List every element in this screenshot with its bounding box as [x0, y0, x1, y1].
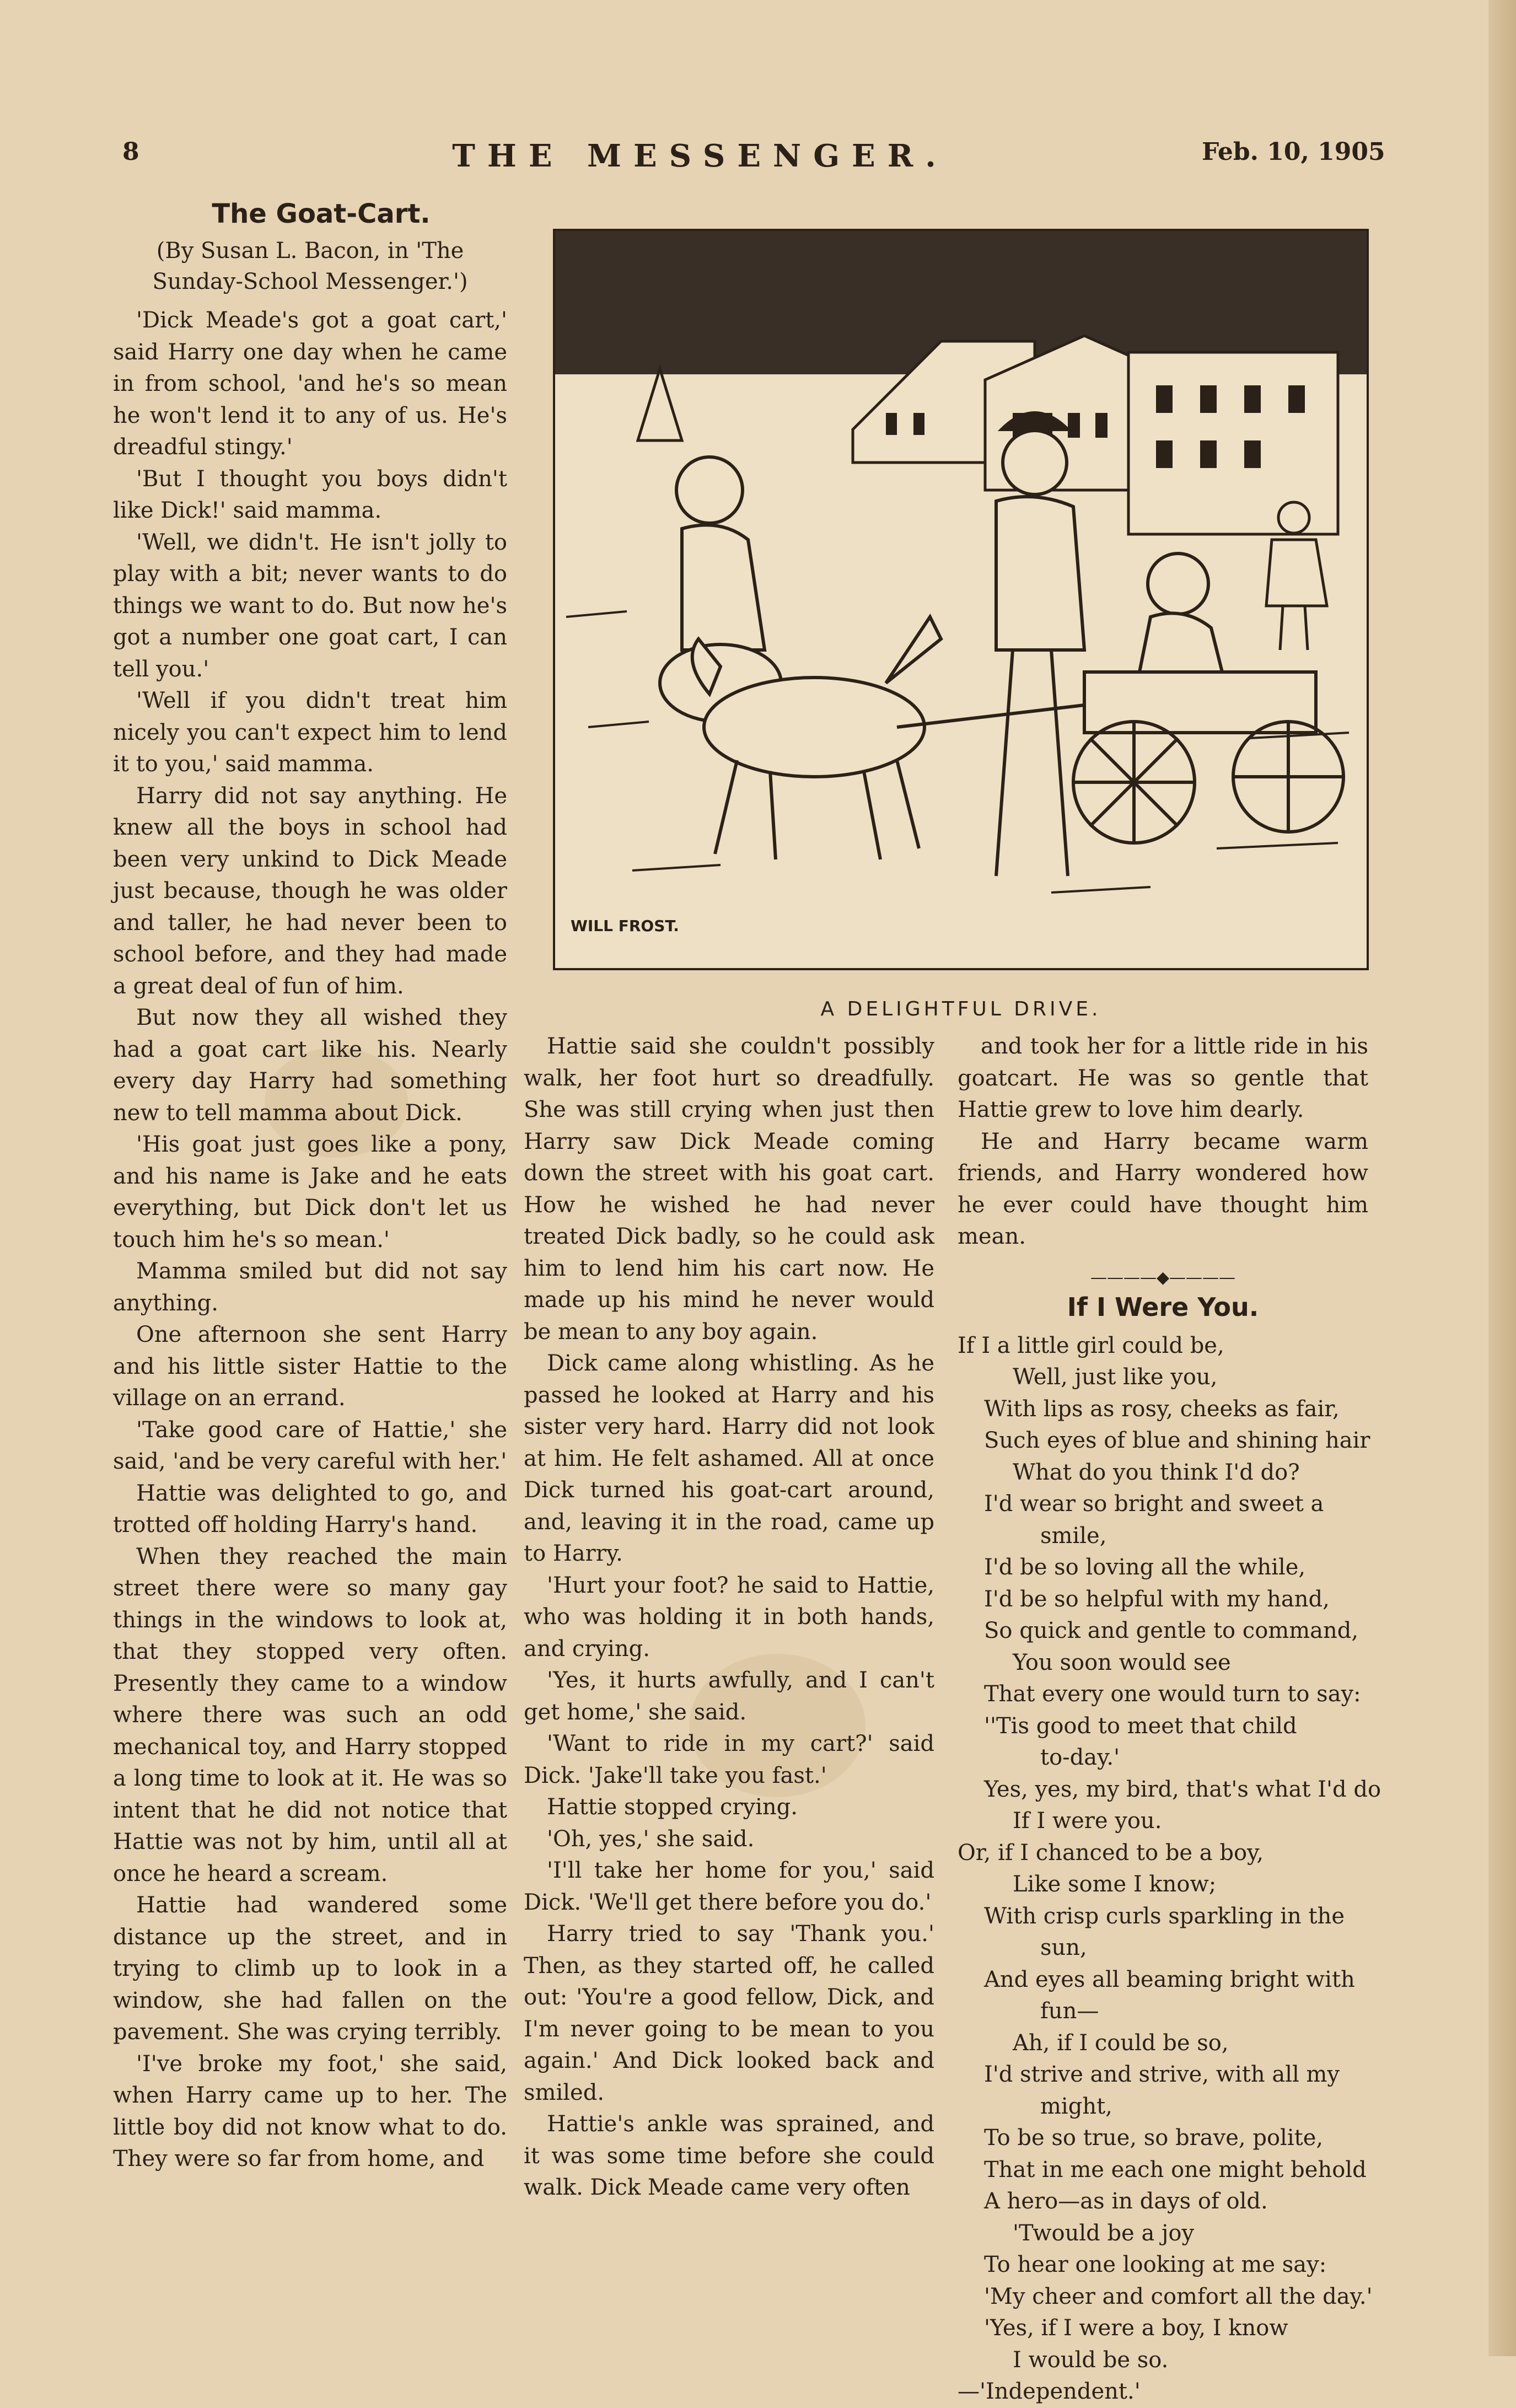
- poem-line: sun,: [1040, 1935, 1087, 1960]
- issue-date: Feb. 10, 1905: [1202, 138, 1385, 166]
- poem-line: And eyes all beaming bright with: [984, 1966, 1355, 1992]
- poem-line: To be so true, so brave, polite,: [984, 2125, 1324, 2151]
- story-paragraph: One afternoon she sent Harry and his little sister Hattie to the village on an errand.: [113, 1322, 507, 1411]
- poem-line: 'Twould be a joy: [1013, 2220, 1195, 2246]
- story-paragraph: He and Harry became warm friends, and Harry wondered how he ever could have thought him mean.: [958, 1128, 1368, 1249]
- poem-line: So quick and gentle to command,: [984, 1618, 1359, 1643]
- poem-line: If I were you.: [1013, 1808, 1162, 1834]
- story-paragraph: 'Take good care of Hattie,' she said, 'and be very careful with her.': [113, 1417, 507, 1474]
- poem-line: I'd strive and strive, with all my: [984, 2062, 1340, 2087]
- story-paragraph: 'Dick Meade's got a goat cart,' said Harry one day when he came in from school, 'and he's so mean he won't lend it to any of us. He's dreadful stingy.': [113, 308, 507, 460]
- poem-line: ''Tis good to meet that child: [984, 1713, 1297, 1739]
- story-paragraph: 'Oh, yes,' she said.: [547, 1826, 755, 1852]
- story-paragraph: 'I'll take her home for you,' said Dick. 'We'll get there before you do.': [524, 1858, 934, 1915]
- story-paragraph: 'Well if you didn't treat him nicely you can't expect him to lend it to you,' said mamma.: [113, 688, 507, 777]
- illustration-signature: WILL FROST.: [571, 917, 679, 935]
- poem-line: 'My cheer and comfort all the day.': [984, 2283, 1373, 2309]
- page-edge: [1488, 0, 1516, 2356]
- poem-lines: [958, 1330, 1381, 2408]
- story-paragraph: 'Yes, it hurts awfully, and I can't get home,' she said.: [524, 1668, 934, 1725]
- poem-line: to-day.': [1040, 1745, 1120, 1770]
- story-paragraph: 'I've broke my foot,' she said, when Harry came up to her. The little boy did not know what to do. They were so far from home, and: [113, 2051, 507, 2172]
- publication-title: THE MESSENGER.: [452, 138, 948, 174]
- poem-line: With lips as rosy, cheeks as fair,: [984, 1396, 1340, 1422]
- page-number: 8: [122, 138, 139, 166]
- poem-line: fun—: [1040, 1998, 1099, 2024]
- poem-line: Such eyes of blue and shining hair: [984, 1428, 1370, 1453]
- poem-line: That every one would turn to say:: [984, 1681, 1361, 1707]
- poem-line: A hero—as in days of old.: [984, 2189, 1268, 2214]
- story-paragraph: Hattie had wandered some distance up the street, and in trying to climb up to look in a window, she had fallen on the pavement. She was crying terribly.: [113, 1893, 507, 2045]
- story-paragraph: 'Hurt your foot? he said to Hattie, who was holding it in both hands, and crying.: [524, 1572, 934, 1662]
- poem-line: I'd be so loving all the while,: [984, 1555, 1306, 1580]
- story-paragraph: 'His goat just goes like a pony, and his name is Jake and he eats everything, but Dick don't let us touch him he's so mean.': [113, 1132, 507, 1253]
- column-1-paragraphs: [113, 305, 507, 2175]
- poem-line: Like some I know;: [1013, 1872, 1217, 1897]
- story-paragraph: Hattie stopped crying.: [547, 1794, 798, 1820]
- story-paragraph: 'But I thought you boys didn't like Dick!' said mamma.: [113, 466, 507, 523]
- poem-line: To hear one looking at me say:: [984, 2252, 1327, 2277]
- story-paragraph: When they reached the main street there were so many gay things in the windows to look at, that they stopped very often. Presently they came to a window where there was such an odd mechanical toy, and Harry stopped a long time to look at it. He was so intent that he did not notice that Hattie was not by him, until all at once he heard a scream.: [113, 1544, 507, 1886]
- poem-line: I would be so.: [1013, 2347, 1169, 2373]
- story-paragraph: Harry did not say anything. He knew all the boys in school had been very unkind to Dick Meade just because, though he was older and taller, he had never been to school before, and they had made a great deal of fun of him.: [113, 783, 507, 999]
- poem-line: You soon would see: [1013, 1649, 1231, 1675]
- story-byline: (By Susan L. Bacon, in 'The Sunday-School Messenger.'): [152, 238, 468, 294]
- story-paragraph: Hattie was delighted to go, and trotted off holding Harry's hand.: [113, 1480, 507, 1538]
- story-paragraph: Hattie's ankle was sprained, and it was some time before she could walk. Dick Meade came very often: [524, 2111, 934, 2200]
- poem-line: might,: [1040, 2093, 1112, 2119]
- column-3-paragraphs: [958, 1031, 1368, 1253]
- poem-line: Yes, yes, my bird, that's what I'd do: [984, 1776, 1381, 1802]
- story-paragraph: Mamma smiled but did not say anything.: [113, 1259, 507, 1316]
- poem-line: —'Independent.': [958, 2379, 1141, 2404]
- story-column-1: [113, 196, 507, 2175]
- poem-line: With crisp curls sparkling in the: [984, 1903, 1345, 1929]
- story-paragraph: and took her for a little ride in his goatcart. He was so gentle that Hattie grew to love him dearly.: [958, 1034, 1368, 1122]
- poem-line: Ah, if I could be so,: [1013, 2030, 1229, 2056]
- story-paragraph: But now they all wished they had a goat cart like his. Nearly every day Harry had something new to tell mamma about Dick.: [113, 1005, 507, 1126]
- story-paragraph: Hattie said she couldn't possibly walk, her foot hurt so dreadfully. She was still crying when just then Harry saw Dick Meade coming down the street with his goat cart. How he wished he had never treated Dick badly, so he could ask him to lend him his cart now. He made up his mind he never would be mean to any boy again.: [524, 1034, 934, 1345]
- story-paragraph: Dick came along whistling. As he passed he looked at Harry and his sister very hard. Harry did not look at him. He felt ashamed. All at once Dick turned his goat-cart around, and, leaving it in the road, came up to Harry.: [524, 1351, 934, 1566]
- poem-line: I'd wear so bright and sweet a: [984, 1491, 1324, 1517]
- poem-line: Well, just like you,: [1013, 1364, 1218, 1390]
- story-paragraph: Harry tried to say 'Thank you.' Then, as they started off, he called out: 'You're a good fellow, Dick, and I'm never going to be mean to you again.' And Dick looked back and smiled.: [524, 1921, 934, 2105]
- illustration-goat-cart: [553, 229, 1369, 970]
- poem-line: 'Yes, if I were a boy, I know: [984, 2315, 1288, 2341]
- story-paragraph: 'Want to ride in my cart?' said Dick. 'Jake'll take you fast.': [524, 1731, 934, 1788]
- story-column-2: [524, 1031, 934, 2204]
- poem-line: smile,: [1040, 1523, 1107, 1549]
- poem-separator: ————◆————: [1090, 1267, 1236, 1287]
- story-paragraph: 'Well, we didn't. He isn't jolly to play with a bit; never wants to do things we want to do. But now he's got a number one goat cart, I can tell you.': [113, 529, 507, 682]
- illustration-caption: A DELIGHTFUL DRIVE.: [820, 998, 1101, 1020]
- poem-line: Or, if I chanced to be a boy,: [958, 1840, 1264, 1866]
- poem-line: What do you think I'd do?: [1013, 1459, 1300, 1485]
- column-2-paragraphs: [524, 1031, 934, 2204]
- poem-line: That in me each one might behold: [984, 2157, 1367, 2183]
- poem-title: If I Were You.: [1067, 1292, 1259, 1322]
- poem-line: If I a little girl could be,: [958, 1332, 1224, 1358]
- poem-line: I'd be so helpful with my hand,: [984, 1586, 1330, 1612]
- story-column-3: [958, 1031, 1381, 2408]
- story-title: The Goat-Cart.: [212, 198, 431, 229]
